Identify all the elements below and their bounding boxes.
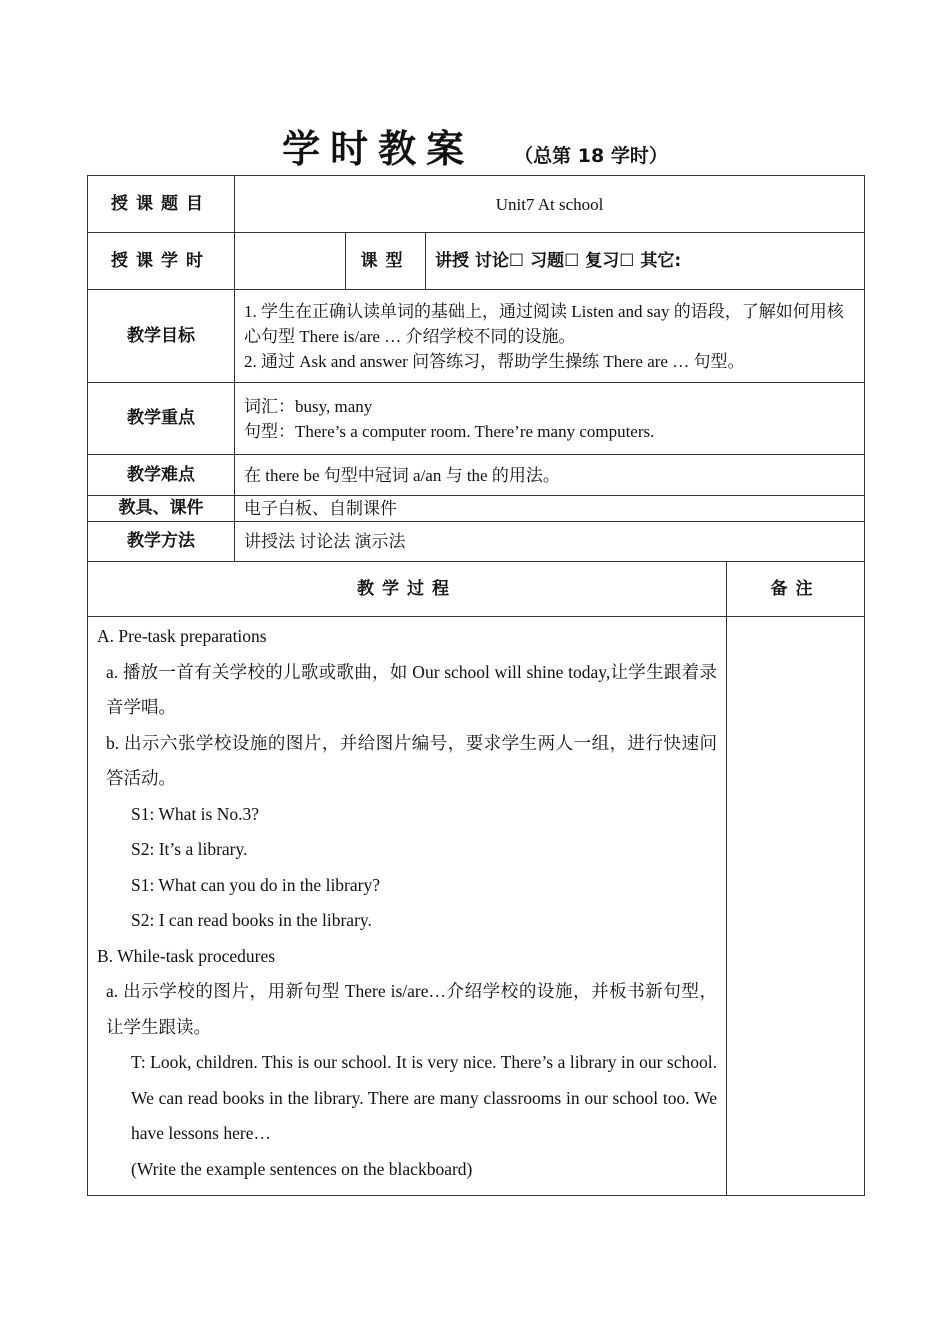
- process-line: b. 出示六张学校设施的图片，并给图片编号，要求学生两人一组，进行快速问答活动。: [106, 732, 717, 788]
- key-label: 教学重点: [88, 383, 235, 455]
- process-line: a. 播放一首有关学校的儿歌或歌曲，如 Our school will shine today,让学生跟着录音学唱。: [106, 661, 717, 717]
- tools-value: 电子白板、自制课件: [235, 496, 865, 522]
- process-header: 教学过程: [88, 562, 727, 617]
- difficulty-value: 在 there be 句型中冠词 a/an 与 the 的用法。: [235, 455, 865, 496]
- process-line: S2: It’s a library.: [131, 839, 248, 859]
- process-content: [88, 617, 727, 1196]
- notes-header: 备注: [727, 562, 865, 617]
- difficulty-label: 教学难点: [88, 455, 235, 496]
- page-title: 学时教案: [282, 127, 475, 171]
- type-label: 课型: [346, 233, 426, 290]
- row-process-header: [88, 562, 865, 617]
- process-line: S1: What can you do in the library?: [131, 874, 380, 895]
- lesson-plan-table: [87, 175, 865, 1196]
- document-title: [0, 118, 950, 173]
- row-key-points: [88, 383, 865, 455]
- row-hours: [88, 233, 865, 290]
- goals-label: 教学目标: [88, 290, 235, 383]
- topic-label: 授课题目: [88, 176, 235, 233]
- process-line: S1: What is No.3?: [131, 803, 260, 824]
- method-label: 教学方法: [88, 522, 235, 562]
- method-value: 讲授法 讨论法 演示法: [235, 522, 865, 562]
- process-line: T: Look, children. This is our school. It is very nice. There’s a library in our school. We can read books in the library. There are many classrooms in our school too. We have lessons here…: [131, 1052, 717, 1143]
- process-line: a. 出示学校的图片，用新句型 There is/are…介绍学校的设施，并板书新句型，让学生跟读。: [106, 981, 717, 1037]
- row-difficulty: [88, 455, 865, 496]
- row-process-body: [88, 617, 865, 1196]
- process-line: B. While-task procedures: [97, 945, 276, 966]
- goals-line-1: 1. 学生在正确认读单词的基础上，通过阅读 Listen and say 的语段，了解如何用核心句型 There is/are … 介绍学校不同的设施。: [244, 301, 844, 346]
- hours-value: [235, 233, 346, 290]
- goals-line-2: 2. 通过 Ask and answer 问答练习，帮助学生操练 There are … 句型。: [244, 351, 745, 371]
- tools-label: 教具、课件: [88, 496, 235, 522]
- hours-label: 授课学时: [88, 233, 235, 290]
- type-value: 讲授 讨论☐ 习题☐ 复习☐ 其它:: [426, 233, 865, 290]
- process-line: (Write the example sentences on the blackboard): [131, 1158, 473, 1179]
- key-value: [235, 383, 865, 455]
- process-line: A. Pre-task preparations: [97, 626, 267, 646]
- notes-content: [727, 617, 865, 1196]
- row-topic: [88, 176, 865, 233]
- key-line-2: 句型：There’s a computer room. There’re many computers.: [244, 421, 655, 441]
- row-method: [88, 522, 865, 562]
- row-tools: [88, 496, 865, 522]
- page-subtitle: （总第 18 学时）: [514, 145, 668, 167]
- topic-value: Unit7 At school: [235, 176, 865, 233]
- process-line: S2: I can read books in the library.: [131, 910, 372, 930]
- goals-value: [235, 290, 865, 383]
- key-line-1: 词汇：busy, many: [244, 396, 373, 416]
- row-goals: [88, 290, 865, 383]
